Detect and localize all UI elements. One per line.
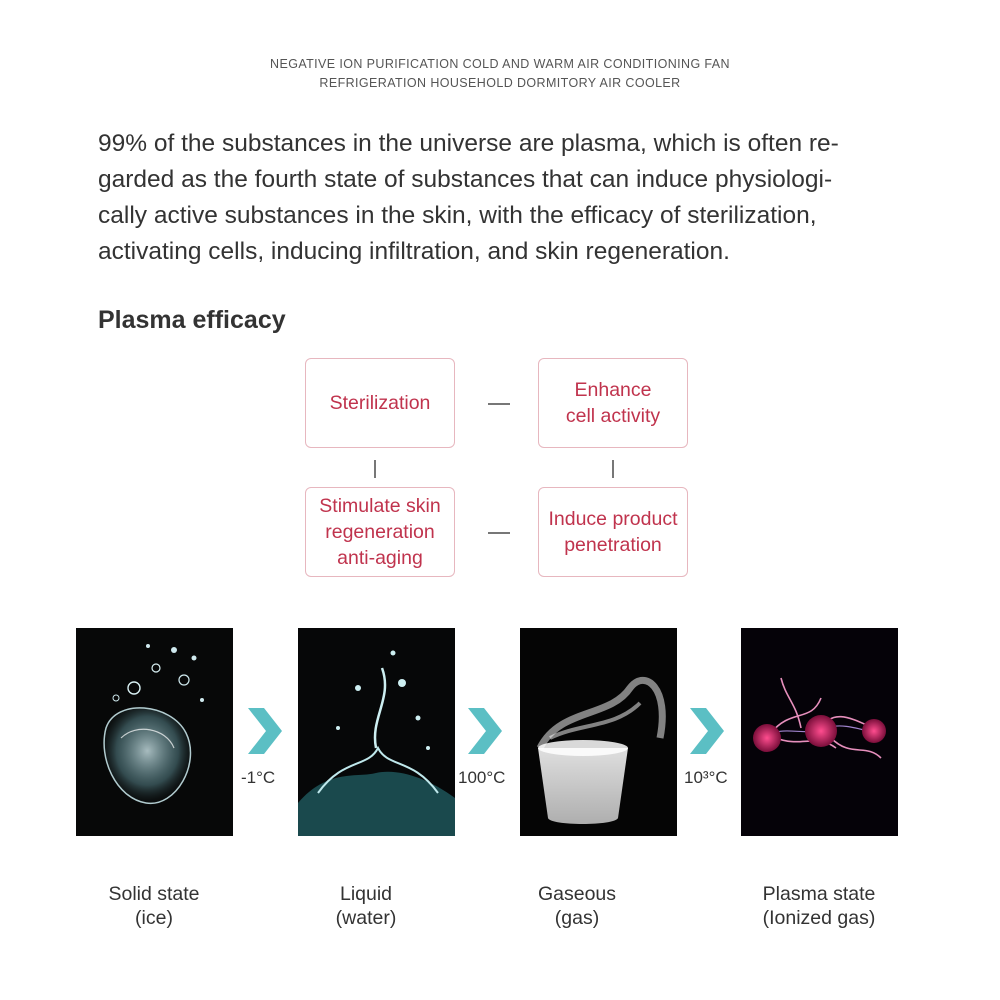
header-line-2: REFRIGERATION HOUSEHOLD DORMITORY AIR COOLER — [319, 76, 681, 90]
header-title — [0, 55, 1000, 93]
efficacy-box-label: Enhance cell activity — [565, 379, 661, 427]
chevron-right-icon — [466, 706, 504, 756]
efficacy-box-label: Sterilization — [329, 392, 431, 414]
state-name: Gaseous — [537, 883, 617, 905]
intro-line: activating cells, inducing infiltration, and skin regeneration. — [98, 238, 730, 265]
connector-line — [612, 460, 614, 478]
header-line-1: NEGATIVE ION PURIFICATION COLD AND WARM AIR CONDITIONING FAN — [270, 57, 730, 71]
plasma-ball-photo — [741, 628, 898, 836]
efficacy-box-label: Induce product penetration — [548, 508, 678, 556]
connector-line — [488, 532, 510, 534]
efficacy-box-cell-activity — [538, 358, 688, 448]
section-title: Plasma efficacy — [98, 306, 286, 334]
intro-line: garded as the fourth state of substances that can induce physiologi- — [98, 166, 833, 193]
intro-line: 99% of the substances in the universe are plasma, which is often re- — [98, 130, 839, 157]
state-sub: (ice) — [135, 907, 173, 929]
connector-line — [374, 460, 376, 478]
state-sub: (water) — [335, 907, 397, 929]
state-sub: (gas) — [554, 907, 600, 929]
efficacy-box-label: Stimulate skin regeneration anti-aging — [319, 495, 441, 569]
efficacy-box-product-penetration — [538, 487, 688, 577]
ice-photo — [76, 628, 233, 836]
state-caption-solid — [64, 882, 244, 930]
efficacy-box-skin-regeneration — [305, 487, 455, 577]
efficacy-box-sterilization — [305, 358, 455, 448]
connector-line — [488, 403, 510, 405]
transition-temp: 100°C — [458, 768, 506, 787]
transition-temp: -1°C — [241, 768, 276, 787]
state-name: Plasma state — [762, 883, 876, 905]
water-splash-photo — [298, 628, 455, 836]
state-name: Solid state — [108, 883, 200, 905]
chevron-right-icon — [246, 706, 284, 756]
intro-paragraph — [98, 126, 898, 270]
intro-line: cally active substances in the skin, with the efficacy of sterilization, — [98, 202, 817, 229]
state-sub: (Ionized gas) — [762, 907, 876, 929]
transition-temp: 10³°C — [684, 768, 728, 787]
state-caption-plasma — [729, 882, 909, 930]
steam-glass-photo — [520, 628, 677, 836]
state-caption-liquid — [276, 882, 456, 930]
state-caption-gaseous — [487, 882, 667, 930]
state-name: Liquid — [339, 883, 393, 905]
chevron-right-icon — [688, 706, 726, 756]
